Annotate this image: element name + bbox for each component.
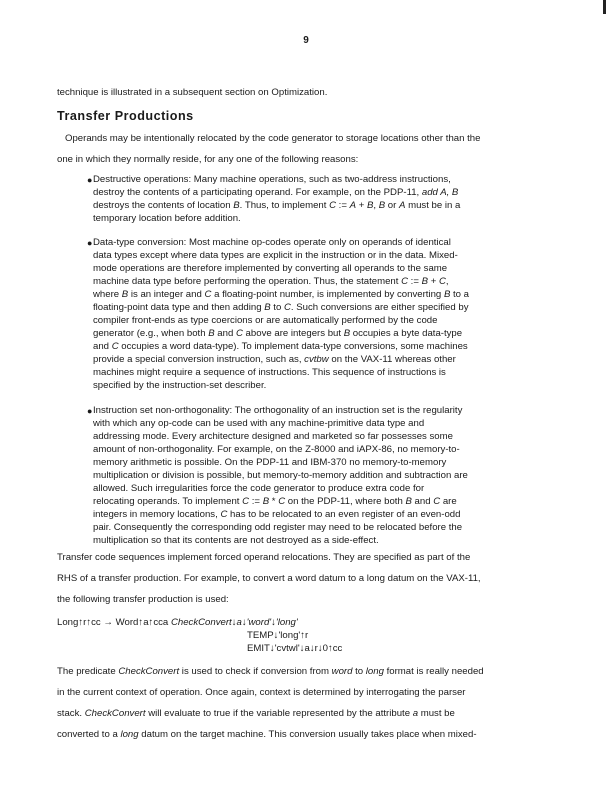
bullet2-line: and C occupies a word data-type). To implement data-type conversions, some machines	[93, 341, 468, 352]
section-heading: Transfer Productions	[57, 109, 194, 123]
bullet2-line: machines might require a sequence of instructions. This sequence of instructions is	[93, 367, 446, 378]
bullet2-line: floating-point data type and then adding B to C. Such conversions are either specified by	[93, 302, 469, 313]
production-action: EMIT↓'cvtwl'↓a↓r↓0↑cc	[247, 643, 343, 654]
bullet3-line: amount of non-orthogonality. For example, on the Z-8000 and iAPX-86, no memory-to-	[93, 444, 460, 455]
para3-line: converted to a long datum on the target machine. This conversion usually takes place when mixed-	[57, 729, 477, 740]
scan-mark	[603, 0, 606, 14]
bullet2-line: compiler front-ends as type coercions or are automatically performed by the code	[93, 315, 438, 326]
bullet2-line: machine data type before performing the operation. Thus, the statement C := B + C,	[93, 276, 449, 287]
bullet2-line: Data-type conversion: Most machine op-codes operate only on operands of identical	[93, 237, 451, 248]
para2-line: RHS of a transfer production. For example, to convert a word datum to a long datum on the VAX-11,	[57, 573, 481, 584]
bullet3-line: with which any op-code can be used with any machine-primitive data type and	[93, 418, 425, 429]
bullet3-line: allowed. Such irregularities force the code generator to produce extra code for	[93, 483, 425, 494]
bullet2-line: generator (e.g., when both B and C above are integers but B occupies a byte data-type	[93, 328, 463, 339]
para2-line: the following transfer production is used:	[57, 594, 229, 605]
bullet3-line: relocating operands. To implement C := B * C on the PDP-11, where both B and C are	[93, 496, 457, 507]
bullet2-line: data types except where data types are explicit in the instruction or in the data. Mixed-	[93, 250, 458, 261]
production-action: TEMP↓'long'↑r	[247, 630, 309, 641]
bullet-icon: ●	[87, 406, 93, 416]
bullet3-line: multiplication so that its contents are not destroyed as a side-effect.	[93, 535, 379, 546]
bullet2-line: mode operations are therefore implemented by converting all operands to the same	[93, 263, 448, 274]
para1-line: one in which they normally reside, for any one of the following reasons:	[57, 154, 359, 165]
bullet2-line: where B is an integer and C a floating-point number, is implemented by converting B to a	[93, 289, 470, 300]
bullet3-line: memory arithmetic is possible. On the PDP-11 and IBM-370 no memory-to-memory	[93, 457, 447, 468]
bullet3-line: multiplication or division is possible, but memory-to-memory addition and subtraction are	[93, 470, 468, 481]
bullet-icon: ●	[87, 238, 93, 248]
bullet3-line: integers in memory locations, C has to be relocated to an even register of an even-odd	[93, 509, 461, 520]
bullet1-line: Destructive operations: Many machine operations, such as two-address instructions,	[93, 174, 451, 185]
bullet2-line: specified by the instruction-set describer.	[93, 380, 267, 391]
bullet1-line: destroy the contents of a participating operand. For example, on the PDP-11, add A, B	[93, 187, 459, 198]
bullet3-line: Instruction set non-orthogonality: The orthogonality of an instruction set is the regularity	[93, 405, 463, 416]
para2-line: Transfer code sequences implement forced operand relocations. They are specified as part of the	[57, 552, 471, 563]
para1-line: Operands may be intentionally relocated by the code generator to storage locations other than the	[65, 133, 481, 144]
bullet-icon: ●	[87, 175, 93, 185]
bullet3-line: addressing mode. Every architecture designed and marketed so far possesses some	[93, 431, 453, 442]
bullet3-line: pair. Consequently the corresponding odd register may need to be relocated before the	[93, 522, 463, 533]
para3-line: stack. CheckConvert will evaluate to true if the variable represented by the attribute a must be	[57, 708, 455, 719]
production-line	[57, 617, 298, 629]
para3-line: The predicate CheckConvert is used to check if conversion from word to long format is really needed	[57, 666, 484, 677]
bullet2-line: provide a special conversion instruction, such as, cvtbw on the VAX-11 whereas other	[93, 354, 456, 365]
para3-line: in the current context of operation. Once again, context is determined by interrogating the parser	[57, 687, 466, 698]
intro-line: technique is illustrated in a subsequent section on Optimization.	[57, 87, 328, 98]
page-number: 9	[303, 35, 309, 46]
bullet1-line: temporary location before addition.	[93, 213, 241, 224]
production-predicate: CheckConvert↓a↓'word'↓'long'	[170, 617, 298, 628]
bullet1-line: destroys the contents of location B. Thus, to implement C := A + B, B or A must be in a	[93, 200, 461, 211]
production-lhs: Long↑r↑cc → Word↑a↑cca	[57, 617, 169, 628]
